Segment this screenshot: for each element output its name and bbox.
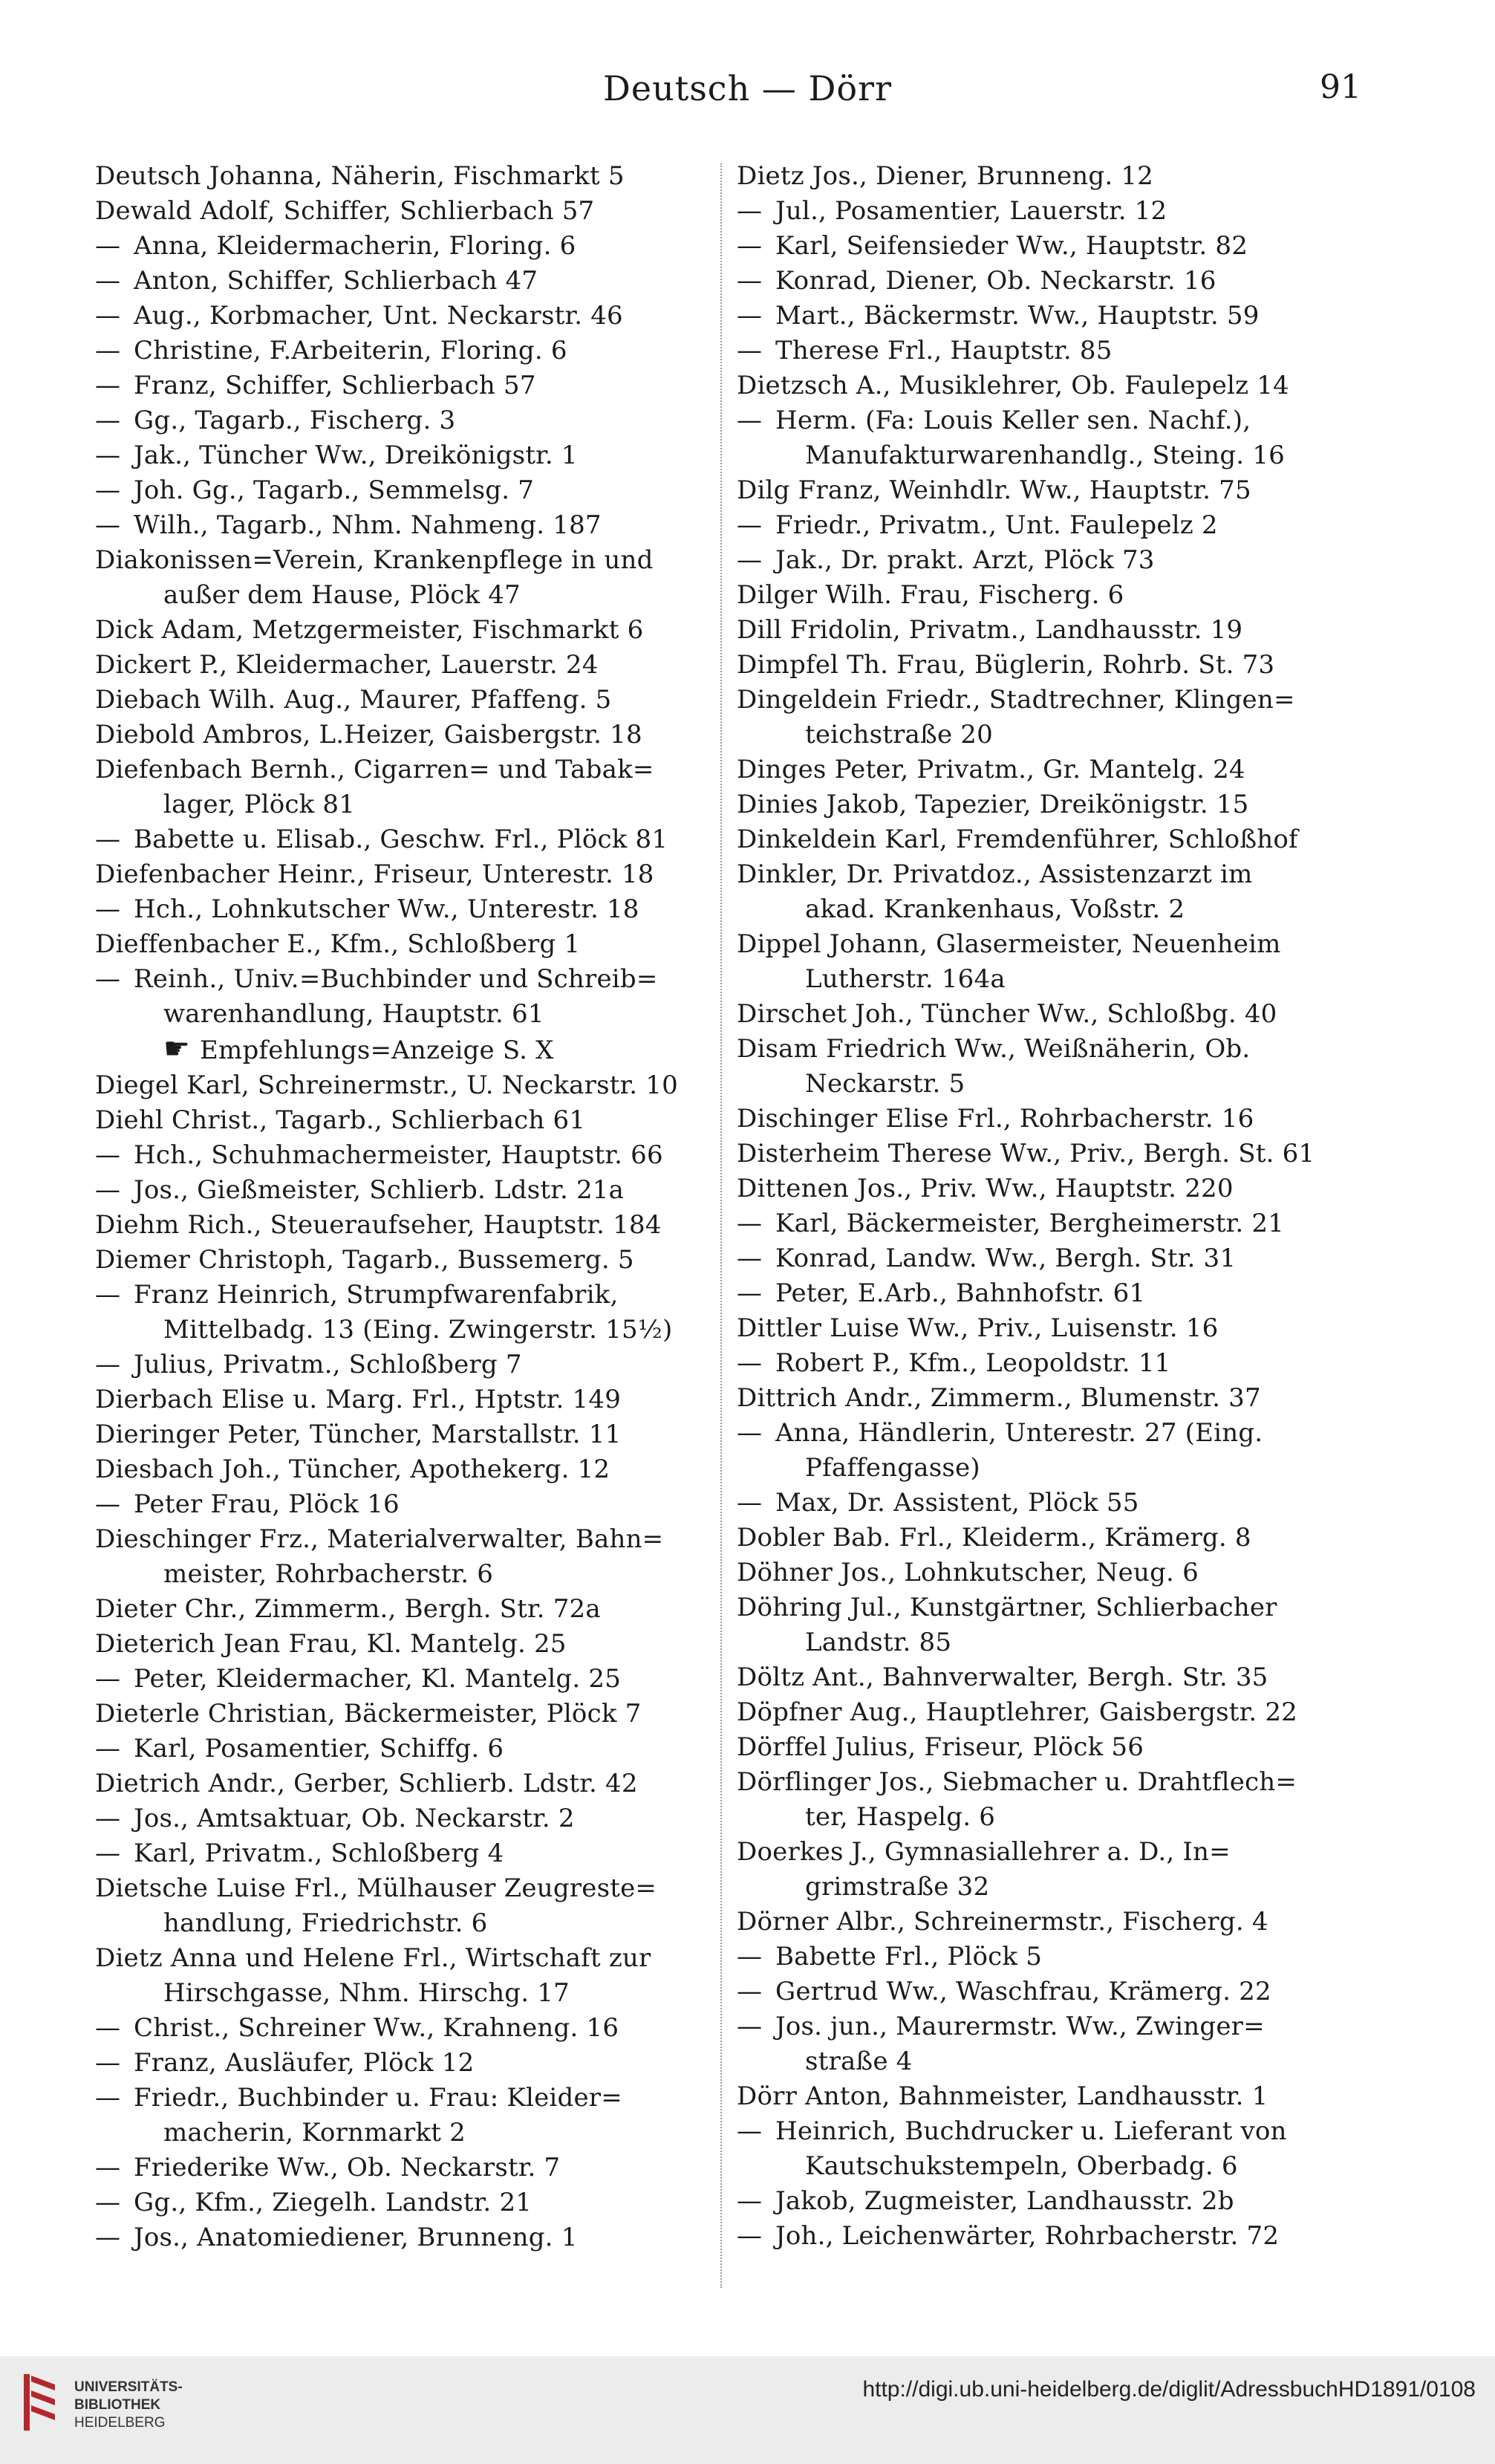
entry-text: Jos., Gießmeister, Schlierb. Ldstr. 21a: [134, 1175, 625, 1205]
directory-entry: Diesbach Joh., Tüncher, Apothekerg. 12: [95, 1454, 610, 1484]
directory-entry: Döltz Ant., Bahnverwalter, Bergh. Str. 35: [737, 1662, 1268, 1692]
directory-entry: Diehl Christ., Tagarb., Schlierbach 61: [95, 1105, 586, 1135]
ditto-dash: —: [737, 1418, 763, 1448]
entry-text: Hch., Lohnkutscher Ww., Unterestr. 18: [134, 894, 639, 924]
directory-entry-continuation: teichstraße 20: [805, 720, 993, 750]
directory-entry: Diemer Christoph, Tagarb., Bussemerg. 5: [95, 1245, 634, 1275]
directory-sub-entry: [95, 962, 719, 997]
directory-entry-continuation: Mittelbadg. 13 (Eing. Zwingerstr. 15½): [163, 1315, 673, 1345]
directory-entry-continuation: warenhandlung, Hauptstr. 61: [163, 999, 544, 1029]
ditto-dash: —: [95, 510, 121, 540]
directory-sub-entry: [737, 264, 1390, 299]
entry-text: Karl, Posamentier, Schiffg. 6: [134, 1734, 504, 1764]
directory-entry: Dörr Anton, Bahnmeister, Landhausstr. 1: [737, 2081, 1268, 2111]
directory-entry-continuation: straße 4: [805, 2047, 913, 2076]
directory-sub-entry: [95, 229, 719, 264]
directory-sub-entry: [737, 1486, 1390, 1521]
ditto-dash: —: [95, 1734, 121, 1764]
entry-text: Robert P., Kfm., Leopoldstr. 11: [775, 1348, 1171, 1378]
directory-entry: Deutsch Johanna, Näherin, Fischmarkt 5: [95, 161, 625, 191]
entry-text: Friedr., Buchbinder u. Frau: Kleider=: [134, 2083, 622, 2113]
directory-entry: Döpfner Aug., Hauptlehrer, Gaisbergstr. 22: [737, 1697, 1298, 1727]
directory-entry: Dinkeldein Karl, Fremdenführer, Schloßhof: [737, 825, 1298, 854]
directory-entry: Dilger Wilh. Frau, Fischerg. 6: [737, 580, 1124, 610]
library-name-line: UNIVERSITÄTS-: [74, 2379, 183, 2395]
directory-sub-entry: [737, 1276, 1390, 1311]
directory-sub-entry: [95, 264, 719, 299]
directory-entry: Dittler Luise Ww., Priv., Luisenstr. 16: [737, 1313, 1219, 1343]
directory-entry: Dick Adam, Metzgermeister, Fischmarkt 6: [95, 615, 644, 645]
library-name: [74, 2379, 183, 2432]
entry-text: Franz, Schiffer, Schlierbach 57: [134, 371, 536, 400]
ditto-dash: —: [737, 2012, 763, 2041]
ditto-dash: —: [737, 1942, 763, 1971]
ditto-dash: —: [737, 545, 763, 575]
directory-sub-entry: [737, 194, 1390, 229]
directory-sub-entry: [737, 1416, 1390, 1451]
entry-text: Christine, F.Arbeiterin, Floring. 6: [134, 336, 567, 365]
entry-text: Karl, Privatm., Schloßberg 4: [134, 1839, 504, 1868]
ditto-dash: —: [95, 2188, 121, 2217]
directory-sub-entry: [95, 368, 719, 403]
entry-text: Franz, Ausläufer, Plöck 12: [134, 2048, 475, 2078]
directory-sub-entry: [737, 334, 1390, 368]
entry-text: Babette Frl., Plöck 5: [775, 1942, 1043, 1971]
directory-entry: Diefenbacher Heinr., Friseur, Unterestr. 18: [95, 859, 654, 889]
directory-sub-entry: [95, 1173, 719, 1208]
directory-entry-continuation: lager, Plöck 81: [163, 790, 356, 819]
directory-sub-entry: [95, 2151, 719, 2185]
directory-sub-entry: [95, 2011, 719, 2046]
directory-sub-entry: [737, 1940, 1390, 1974]
directory-entry: Dietsche Luise Frl., Mülhauser Zeugreste=: [95, 1873, 657, 1903]
entry-text: Jak., Tüncher Ww., Dreikönigstr. 1: [134, 441, 578, 470]
entry-text: Gg., Kfm., Ziegelh. Landstr. 21: [134, 2188, 532, 2217]
ditto-dash: —: [95, 1839, 121, 1868]
ditto-dash: —: [737, 231, 763, 261]
directory-entry: Dörner Albr., Schreinermstr., Fischerg. 4: [737, 1907, 1268, 1937]
directory-entry: Doerkes J., Gymnasiallehrer a. D., In=: [737, 1837, 1231, 1867]
directory-sub-entry: [95, 2220, 719, 2255]
ditto-dash: —: [95, 2013, 121, 2043]
ditto-dash: —: [95, 894, 121, 924]
directory-entry: Dischinger Elise Frl., Rohrbacherstr. 16: [737, 1104, 1254, 1134]
page-header: [0, 68, 1495, 113]
ditto-dash: —: [737, 1278, 763, 1308]
directory-entry: Döhring Jul., Kunstgärtner, Schlierbacher: [737, 1593, 1277, 1622]
directory-entry-continuation: Kautschukstempeln, Oberbadg. 6: [805, 2151, 1238, 2181]
ditto-dash: —: [95, 231, 121, 261]
source-url-link[interactable]: http://digi.ub.uni-heidelberg.de/diglit/AdressbuchHD1891/0108: [862, 2377, 1476, 2402]
directory-sub-entry: [737, 229, 1390, 264]
ditto-dash: —: [95, 1280, 121, 1310]
directory-sub-entry: [95, 1487, 719, 1522]
ditto-dash: —: [737, 266, 763, 296]
directory-entry: Diebach Wilh. Aug., Maurer, Pfaffeng. 5: [95, 685, 612, 715]
directory-sub-entry: [737, 2009, 1390, 2044]
ditto-dash: —: [95, 964, 121, 994]
directory-sub-entry: [95, 2046, 719, 2081]
directory-entry-continuation: Hirschgasse, Nhm. Hirschg. 17: [163, 1978, 570, 2008]
directory-entry: Dirschet Joh., Tüncher Ww., Schloßbg. 40: [737, 999, 1277, 1029]
page-number: 91: [1320, 68, 1361, 106]
ditto-dash: —: [737, 510, 763, 540]
directory-sub-entry: [95, 892, 719, 927]
directory-entry: Diehm Rich., Steueraufseher, Hauptstr. 184: [95, 1210, 662, 1240]
directory-sub-entry: [95, 1138, 719, 1173]
directory-entry: Dieter Chr., Zimmerm., Bergh. Str. 72a: [95, 1594, 601, 1624]
directory-entry: Dieringer Peter, Tüncher, Marstallstr. 11: [95, 1420, 622, 1449]
entry-text: Jakob, Zugmeister, Landhausstr. 2b: [775, 2186, 1234, 2216]
ditto-dash: —: [737, 1244, 763, 1273]
ditto-dash: —: [95, 475, 121, 505]
directory-entry: Dinges Peter, Privatm., Gr. Mantelg. 24: [737, 755, 1245, 784]
directory-entry-continuation: grimstraße 32: [805, 1872, 990, 1902]
entry-text: Konrad, Diener, Ob. Neckarstr. 16: [775, 266, 1216, 296]
directory-entry-continuation: Lutherstr. 164a: [805, 964, 1006, 994]
directory-sub-entry: [737, 1346, 1390, 1381]
directory-sub-entry: [95, 473, 719, 508]
ditto-dash: —: [95, 825, 121, 854]
directory-sub-entry: [95, 299, 719, 334]
entry-text: Jos., Anatomiediener, Brunneng. 1: [134, 2223, 578, 2252]
advertisement-reference: ☛ Empfehlungs=Anzeige S. X: [95, 1032, 719, 1068]
directory-entry: Dietz Jos., Diener, Brunneng. 12: [737, 161, 1154, 191]
ditto-dash: —: [95, 336, 121, 365]
entry-text: Christ., Schreiner Ww., Krahneng. 16: [134, 2013, 619, 2043]
ditto-dash: —: [95, 371, 121, 400]
directory-entry-continuation: außer dem Hause, Plöck 47: [163, 580, 521, 610]
directory-entry-continuation: handlung, Friedrichstr. 6: [163, 1908, 488, 1938]
directory-entry: Dewald Adolf, Schiffer, Schlierbach 57: [95, 196, 595, 226]
ditto-dash: —: [95, 441, 121, 470]
directory-sub-entry: [737, 543, 1390, 578]
ditto-dash: —: [737, 1488, 763, 1518]
ditto-dash: —: [737, 301, 763, 331]
entry-text: Wilh., Tagarb., Nhm. Nahmeng. 187: [134, 510, 602, 540]
ditto-dash: —: [737, 406, 763, 435]
entry-text: Anton, Schiffer, Schlierbach 47: [134, 266, 538, 296]
running-header-title: Deutsch — Dörr: [602, 68, 892, 108]
directory-sub-entry: [95, 2185, 719, 2220]
column-divider: [720, 163, 722, 2288]
ditto-dash: —: [737, 2186, 763, 2216]
ditto-dash: —: [737, 1348, 763, 1378]
ditto-dash: —: [737, 336, 763, 365]
directory-sub-entry: [737, 508, 1390, 543]
ditto-dash: —: [95, 2048, 121, 2078]
ditto-dash: —: [95, 1175, 121, 1205]
directory-entry: Dickert P., Kleidermacher, Lauerstr. 24: [95, 650, 599, 680]
directory-entry-continuation: macherin, Kornmarkt 2: [163, 2118, 466, 2148]
directory-entry: Dimpfel Th. Frau, Büglerin, Rohrb. St. 73: [737, 650, 1275, 680]
directory-entry: Diebold Ambros, L.Heizer, Gaisbergstr. 18: [95, 720, 642, 750]
entry-text: Joh., Leichenwärter, Rohrbacherstr. 72: [775, 2221, 1280, 2251]
entry-text: Anna, Kleidermacherin, Floring. 6: [134, 231, 576, 261]
ditto-dash: —: [737, 2116, 763, 2146]
directory-entry: Dittenen Jos., Priv. Ww., Hauptstr. 220: [737, 1174, 1234, 1203]
directory-entry: Dilg Franz, Weinhdlr. Ww., Hauptstr. 75: [737, 475, 1251, 505]
entry-text: Gertrud Ww., Waschfrau, Krämerg. 22: [775, 1977, 1271, 2006]
directory-entry: Dinkler, Dr. Privatdoz., Assistenzarzt im: [737, 859, 1253, 889]
directory-entry-continuation: Pfaffengasse): [805, 1453, 980, 1483]
directory-entry: Dobler Bab. Frl., Kleiderm., Krämerg. 8: [737, 1523, 1251, 1553]
ditto-dash: —: [95, 2153, 121, 2182]
entry-text: Friederike Ww., Ob. Neckarstr. 7: [134, 2153, 561, 2182]
entry-text: Konrad, Landw. Ww., Bergh. Str. 31: [775, 1244, 1237, 1273]
directory-sub-entry: [95, 1732, 719, 1766]
entry-text: Jos. jun., Maurermstr. Ww., Zwinger=: [775, 2012, 1265, 2041]
entry-text: Peter, E.Arb., Bahnhofstr. 61: [775, 1278, 1146, 1308]
ditto-dash: —: [95, 2083, 121, 2113]
directory-sub-entry: [737, 1206, 1390, 1241]
entry-text: Jos., Amtsaktuar, Ob. Neckarstr. 2: [134, 1804, 575, 1833]
entry-text: Karl, Seifensieder Ww., Hauptstr. 82: [775, 231, 1248, 261]
directory-entry: Dietzsch A., Musiklehrer, Ob. Faulepelz 14: [737, 371, 1289, 400]
directory-entry: Dittrich Andr., Zimmerm., Blumenstr. 37: [737, 1383, 1261, 1413]
ditto-dash: —: [737, 2221, 763, 2251]
entry-text: Reinh., Univ.=Buchbinder und Schreib=: [134, 964, 658, 994]
ditto-dash: —: [95, 1489, 121, 1519]
entry-text: Heinrich, Buchdrucker u. Lieferant von: [775, 2116, 1287, 2146]
ditto-dash: —: [95, 266, 121, 296]
directory-entry-continuation: Landstr. 85: [805, 1628, 952, 1657]
directory-entry-continuation: meister, Rohrbacherstr. 6: [163, 1559, 494, 1589]
entry-text: Jul., Posamentier, Lauerstr. 12: [775, 196, 1167, 226]
entry-text: Hch., Schuhmachermeister, Hauptstr. 66: [134, 1140, 663, 1170]
ditto-dash: —: [95, 1140, 121, 1170]
directory-entry: Dieffenbacher E., Kfm., Schloßberg 1: [95, 929, 581, 959]
footer-bar: [0, 2356, 1495, 2464]
directory-entry: Dinies Jakob, Tapezier, Dreikönigstr. 15: [737, 790, 1249, 819]
directory-sub-entry: [737, 1974, 1390, 2009]
directory-sub-entry: [95, 2081, 719, 2116]
directory-entry: Dingeldein Friedr., Stadtrechner, Klingen=: [737, 685, 1295, 715]
directory-sub-entry: [737, 2114, 1390, 2149]
entry-text: Herm. (Fa: Louis Keller sen. Nachf.),: [775, 406, 1251, 435]
entry-text: Julius, Privatm., Schloßberg 7: [134, 1350, 522, 1379]
ditto-dash: —: [737, 1977, 763, 2006]
directory-sub-entry: [737, 299, 1390, 334]
directory-entry-continuation: ter, Haspelg. 6: [805, 1802, 996, 1832]
entry-text: Franz Heinrich, Strumpfwarenfabrik,: [134, 1280, 619, 1310]
entry-text: Joh. Gg., Tagarb., Semmelsg. 7: [134, 475, 535, 505]
left-column: [95, 159, 719, 2255]
entry-text: Babette u. Elisab., Geschw. Frl., Plöck 81: [134, 825, 668, 854]
ditto-dash: —: [95, 406, 121, 435]
directory-entry: Döhner Jos., Lohnkutscher, Neug. 6: [737, 1558, 1199, 1587]
entry-text: Peter Frau, Plöck 16: [134, 1489, 400, 1519]
ditto-dash: —: [737, 196, 763, 226]
directory-entry: Disterheim Therese Ww., Priv., Bergh. St. 61: [737, 1139, 1315, 1168]
directory-sub-entry: [737, 2184, 1390, 2219]
directory-entry: Dieschinger Frz., Materialverwalter, Bahn=: [95, 1524, 664, 1554]
directory-sub-entry: [95, 403, 719, 438]
directory-entry: Dietz Anna und Helene Frl., Wirtschaft zur: [95, 1943, 651, 1973]
library-logo-icon: [21, 2368, 59, 2437]
directory-sub-entry: [737, 2219, 1390, 2254]
directory-sub-entry: [95, 1348, 719, 1382]
ditto-dash: —: [95, 2223, 121, 2252]
entry-text: Max, Dr. Assistent, Plöck 55: [775, 1488, 1139, 1518]
directory-sub-entry: [95, 508, 719, 543]
directory-entry-continuation: akad. Krankenhaus, Voßstr. 2: [805, 894, 1185, 924]
entry-text: Peter, Kleidermacher, Kl. Mantelg. 25: [134, 1664, 622, 1694]
entry-text: Therese Frl., Hauptstr. 85: [775, 336, 1113, 365]
directory-entry: Diefenbach Bernh., Cigarren= und Tabak=: [95, 755, 654, 784]
directory-entry: Dieterich Jean Frau, Kl. Mantelg. 25: [95, 1629, 567, 1659]
directory-sub-entry: [95, 1662, 719, 1697]
entry-text: Jak., Dr. prakt. Arzt, Plöck 73: [775, 545, 1155, 575]
directory-sub-entry: [95, 438, 719, 473]
entry-text: Anna, Händlerin, Unterestr. 27 (Eing.: [775, 1418, 1263, 1448]
ditto-dash: —: [737, 1209, 763, 1238]
directory-sub-entry: [95, 1801, 719, 1836]
directory-entry: Dierbach Elise u. Marg. Frl., Hptstr. 149: [95, 1385, 622, 1414]
directory-sub-entry: [737, 403, 1390, 438]
library-name-line: HEIDELBERG: [74, 2415, 166, 2431]
directory-sub-entry: [95, 334, 719, 368]
directory-entry: Dippel Johann, Glasermeister, Neuenheim: [737, 929, 1281, 959]
directory-entry-continuation: Manufakturwarenhandlg., Steing. 16: [805, 441, 1285, 470]
entry-text: Aug., Korbmacher, Unt. Neckarstr. 46: [134, 301, 623, 331]
ditto-dash: —: [95, 301, 121, 331]
directory-entry: Diakonissen=Verein, Krankenpflege in und: [95, 545, 654, 575]
directory-entry: Dieterle Christian, Bäckermeister, Plöck 7: [95, 1699, 642, 1729]
entry-text: Karl, Bäckermeister, Bergheimerstr. 21: [775, 1209, 1285, 1238]
directory-entry: Dietrich Andr., Gerber, Schlierb. Ldstr. 42: [95, 1769, 638, 1798]
directory-entry: Dörffel Julius, Friseur, Plöck 56: [737, 1732, 1144, 1762]
ditto-dash: —: [95, 1804, 121, 1833]
directory-entry: Diegel Karl, Schreinermstr., U. Neckarstr. 10: [95, 1070, 678, 1100]
ditto-dash: —: [95, 1350, 121, 1379]
right-column: [737, 159, 1390, 2254]
entry-text: Gg., Tagarb., Fischerg. 3: [134, 406, 456, 435]
entry-text: Friedr., Privatm., Unt. Faulepelz 2: [775, 510, 1218, 540]
library-name-line: BIBLIOTHEK: [74, 2397, 161, 2413]
directory-entry: Dörflinger Jos., Siebmacher u. Drahtflech=: [737, 1767, 1297, 1797]
directory-sub-entry: [737, 1241, 1390, 1276]
entry-text: Mart., Bäckermstr. Ww., Hauptstr. 59: [775, 301, 1260, 331]
directory-sub-entry: [95, 822, 719, 857]
directory-entry: Disam Friedrich Ww., Weißnäherin, Ob.: [737, 1034, 1251, 1064]
directory-entry: Dill Fridolin, Privatm., Landhausstr. 19: [737, 615, 1243, 645]
directory-sub-entry: [95, 1278, 719, 1313]
ditto-dash: —: [95, 1664, 121, 1694]
directory-sub-entry: [95, 1836, 719, 1871]
directory-entry-continuation: Neckarstr. 5: [805, 1069, 965, 1099]
